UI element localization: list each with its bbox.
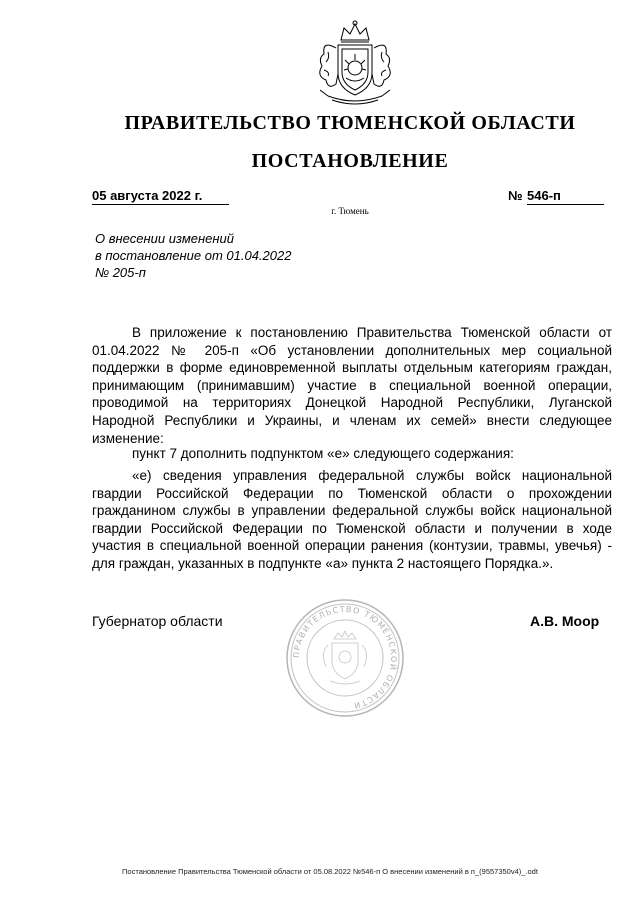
document-city: г. Тюмень (331, 206, 369, 216)
document-date: 05 августа 2022 г. (92, 188, 229, 205)
subject-line: О внесении изменений (95, 231, 234, 246)
official-seal (284, 597, 406, 719)
document-subject (95, 230, 355, 281)
signatory-name: А.В. Моор (530, 613, 600, 629)
document-number-label: № (508, 188, 523, 203)
body-paragraph-2: пункт 7 дополнить подпунктом «е» следующего содержания: (132, 446, 514, 461)
document-type-title: ПОСТАНОВЛЕНИЕ (251, 150, 449, 172)
document-number: 546-п (527, 188, 604, 205)
signatory-title: Губернатор области (92, 613, 223, 629)
body-paragraph-3: «е) сведения управления федеральной службы войск национальной гвардии Российской Федерации по Тюменской области о прохождении гражданином службы в управлении федеральной службы войск национальной гвардии Российской Федерации по Тюменской области и получении в ходе участия в специальной военной операции ранения (контузии, травмы, увечья) - для граждан, указанных в подпункте «а» пункта 2 настоящего Порядка.». (92, 468, 612, 571)
body-paragraph-1: В приложение к постановлению Правительства Тюменской области от 01.04.2022 № 205-п «Об установлении дополнительных мер социальной поддержки в форме единовременной выплаты отдельным категориям граждан, принимающим (принимавшим) участие в специальной военной операции, проводимой на территориях Донецкой Народной Республики, Луганской Народной Республики и Украины, и членам их семей» внести следующее изменение: (92, 325, 612, 446)
coat-of-arms-emblem (300, 18, 410, 108)
footer-filename: Постановление Правительства Тюменской области от 05.08.2022 №546-п О внесении изменений в п_(9557350v4)_.odt (122, 867, 538, 876)
organization-title: ПРАВИТЕЛЬСТВО ТЮМЕНСКОЙ ОБЛАСТИ (124, 112, 576, 134)
subject-line: № 205-п (95, 265, 146, 280)
seal-ring-text: ПРАВИТЕЛЬСТВО ТЮМЕНСКОЙ ОБЛАСТИ (291, 604, 399, 711)
subject-line: в постановление от 01.04.2022 (95, 248, 292, 263)
